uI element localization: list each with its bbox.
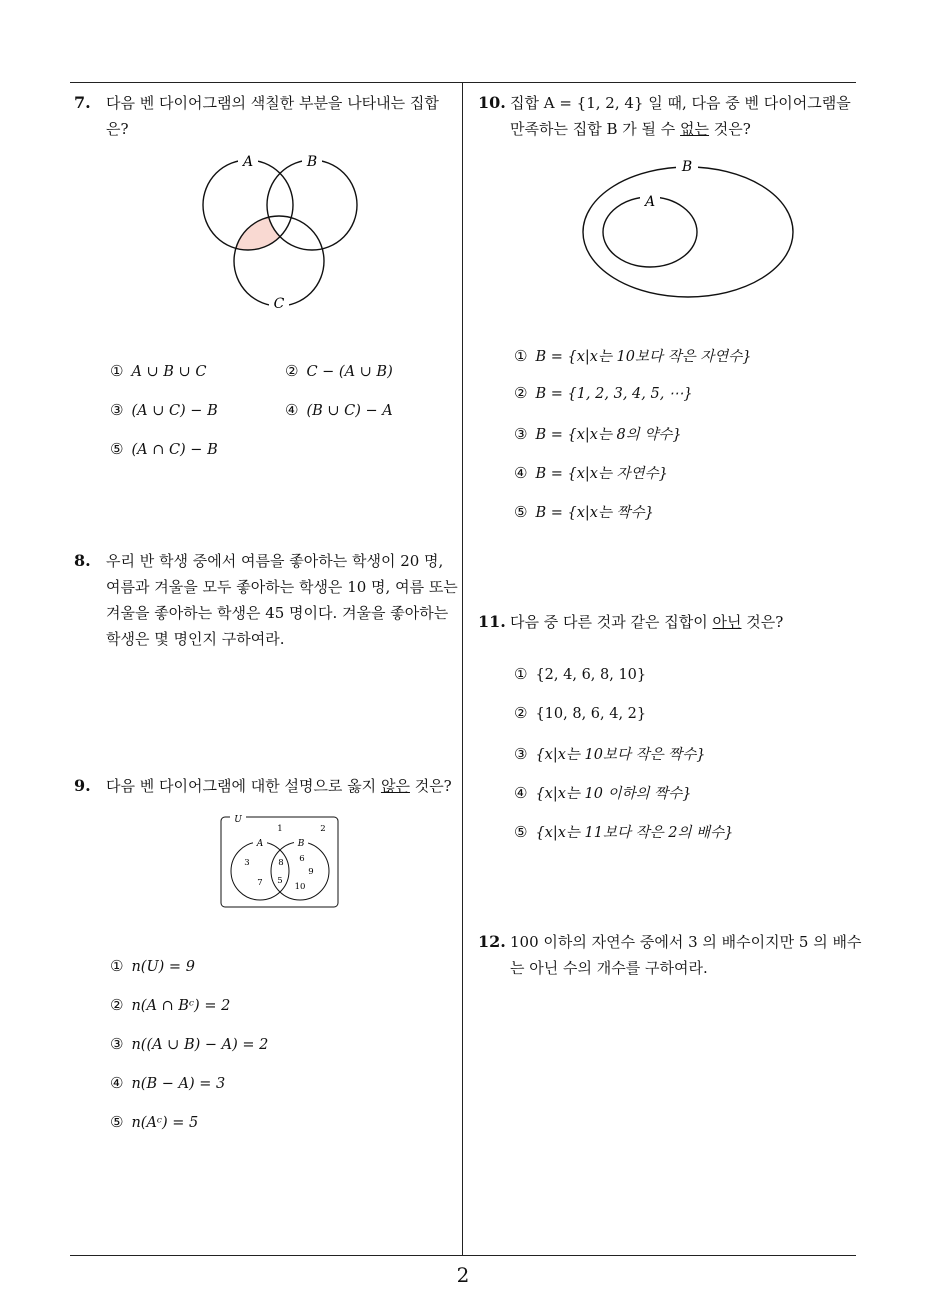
element-7: 7 [257, 878, 263, 888]
question-text-line2: 는 아닌 수의 개수를 구하여라. [510, 959, 708, 977]
question-number: 7. [74, 93, 91, 112]
q9-option-2[interactable]: ② n(A ∩ Bᶜ) = 2 [110, 996, 231, 1014]
question-number: 9. [74, 776, 91, 795]
element-8: 8 [278, 858, 284, 868]
set-b-label: B [297, 839, 305, 849]
q7-option-4[interactable]: ④ (B ∪ C) − A [285, 401, 393, 419]
underlined-word: 없는 [680, 120, 710, 138]
q9-option-4[interactable]: ④ n(B − A) = 3 [110, 1074, 226, 1092]
question-number: 11. [478, 612, 506, 631]
question-text-line1: 우리 반 학생 중에서 여름을 좋아하는 학생이 20 명, [106, 552, 444, 570]
bottom-rule [70, 1255, 856, 1256]
q11-option-4[interactable]: ④ {x|x는 10 이하의 짝수} [514, 784, 692, 802]
q11-option-3[interactable]: ③ {x|x는 10보다 작은 짝수} [514, 745, 706, 763]
question-text-line1: 다음 벤 다이어그램의 색칠한 부분을 나타내는 집합 [106, 94, 439, 112]
element-2: 2 [320, 824, 326, 834]
q10-option-3[interactable]: ③ B = {x|x는 8의 약수} [514, 425, 682, 443]
top-rule [70, 82, 856, 83]
element-3: 3 [244, 858, 250, 868]
question-text-line3: 겨울을 좋아하는 학생은 45 명이다. 겨울을 좋아하는 [106, 604, 449, 622]
question-12 [478, 929, 863, 981]
underlined-word: 아닌 [712, 613, 742, 631]
element-1: 1 [277, 824, 283, 834]
venn-diagram-universal [220, 813, 340, 909]
set-b-label: B [681, 159, 693, 175]
question-10: 10. 집합 A = {1, 2, 4} 일 때, 다음 중 벤 다이어그램을 만족하는 집합 B 가 될 수 없는 것은? [478, 90, 863, 142]
q7-option-2[interactable]: ② C − (A ∪ B) [285, 362, 393, 380]
q7-option-5[interactable]: ⑤ (A ∩ C) − B [110, 440, 218, 458]
set-c-label: C [273, 296, 285, 312]
element-5: 5 [277, 876, 283, 886]
question-text-line1: 집합 A = {1, 2, 4} 일 때, 다음 중 벤 다이어그램을 [510, 94, 851, 112]
page-number: 2 [456, 1263, 470, 1287]
q7-option-3[interactable]: ③ (A ∪ C) − B [110, 401, 218, 419]
set-b-ellipse [583, 167, 793, 297]
q10-option-2[interactable]: ② B = {1, 2, 3, 4, 5, ⋯} [514, 384, 693, 402]
q9-option-3[interactable]: ③ n((A ∪ B) − A) = 2 [110, 1035, 269, 1053]
question-number: 10. [478, 93, 506, 112]
venn-diagram-three-sets [190, 148, 370, 318]
element-9: 9 [308, 867, 314, 877]
venn-diagram-subset [580, 152, 796, 302]
question-text: 다음 벤 다이어그램에 대한 설명으로 옳지 [106, 777, 381, 795]
question-number: 12. [478, 932, 506, 951]
q11-option-1[interactable]: ① {2, 4, 6, 8, 10} [514, 665, 647, 683]
q7-option-1[interactable]: ① A ∪ B ∪ C [110, 362, 207, 380]
question-text: 다음 중 다른 것과 같은 집합이 [510, 613, 713, 631]
question-7 [74, 90, 459, 142]
q9-option-5[interactable]: ⑤ n(Aᶜ) = 5 [110, 1113, 199, 1131]
universal-label: U [234, 815, 242, 825]
set-a-label: A [256, 839, 264, 849]
underlined-word: 않은 [380, 777, 410, 795]
q10-option-5[interactable]: ⑤ B = {x|x는 짝수} [514, 503, 654, 521]
element-6: 6 [299, 854, 305, 864]
set-a-circle [231, 842, 289, 900]
q11-option-5[interactable]: ⑤ {x|x는 11보다 작은 2의 배수} [514, 823, 734, 841]
column-divider [462, 82, 463, 1256]
q9-option-1[interactable]: ① n(U) = 9 [110, 957, 195, 975]
question-8 [74, 548, 459, 652]
set-a-label: A [644, 194, 656, 210]
question-text-line2: 은? [106, 120, 129, 138]
question-text-line1: 100 이하의 자연수 중에서 3 의 배수이지만 5 의 배수 [510, 933, 862, 951]
set-b-circle [267, 160, 357, 250]
set-b-label: B [306, 154, 318, 170]
question-text-line4: 학생은 몇 명인지 구하여라. [106, 630, 285, 648]
set-a-label: A [242, 154, 254, 170]
q11-option-2[interactable]: ② {10, 8, 6, 4, 2} [514, 704, 647, 722]
question-number: 8. [74, 551, 91, 570]
question-11: 11. 다음 중 다른 것과 같은 집합이 아닌 것은? [478, 609, 863, 635]
q10-option-1[interactable]: ① B = {x|x는 10보다 작은 자연수} [514, 347, 752, 365]
q10-option-4[interactable]: ④ B = {x|x는 자연수} [514, 464, 668, 482]
element-10: 10 [294, 882, 306, 892]
question-9: 9. 다음 벤 다이어그램에 대한 설명으로 옳지 않은 것은? [74, 773, 459, 799]
question-text-line2: 여름과 겨울을 모두 좋아하는 학생은 10 명, 여름 또는 [106, 578, 458, 596]
